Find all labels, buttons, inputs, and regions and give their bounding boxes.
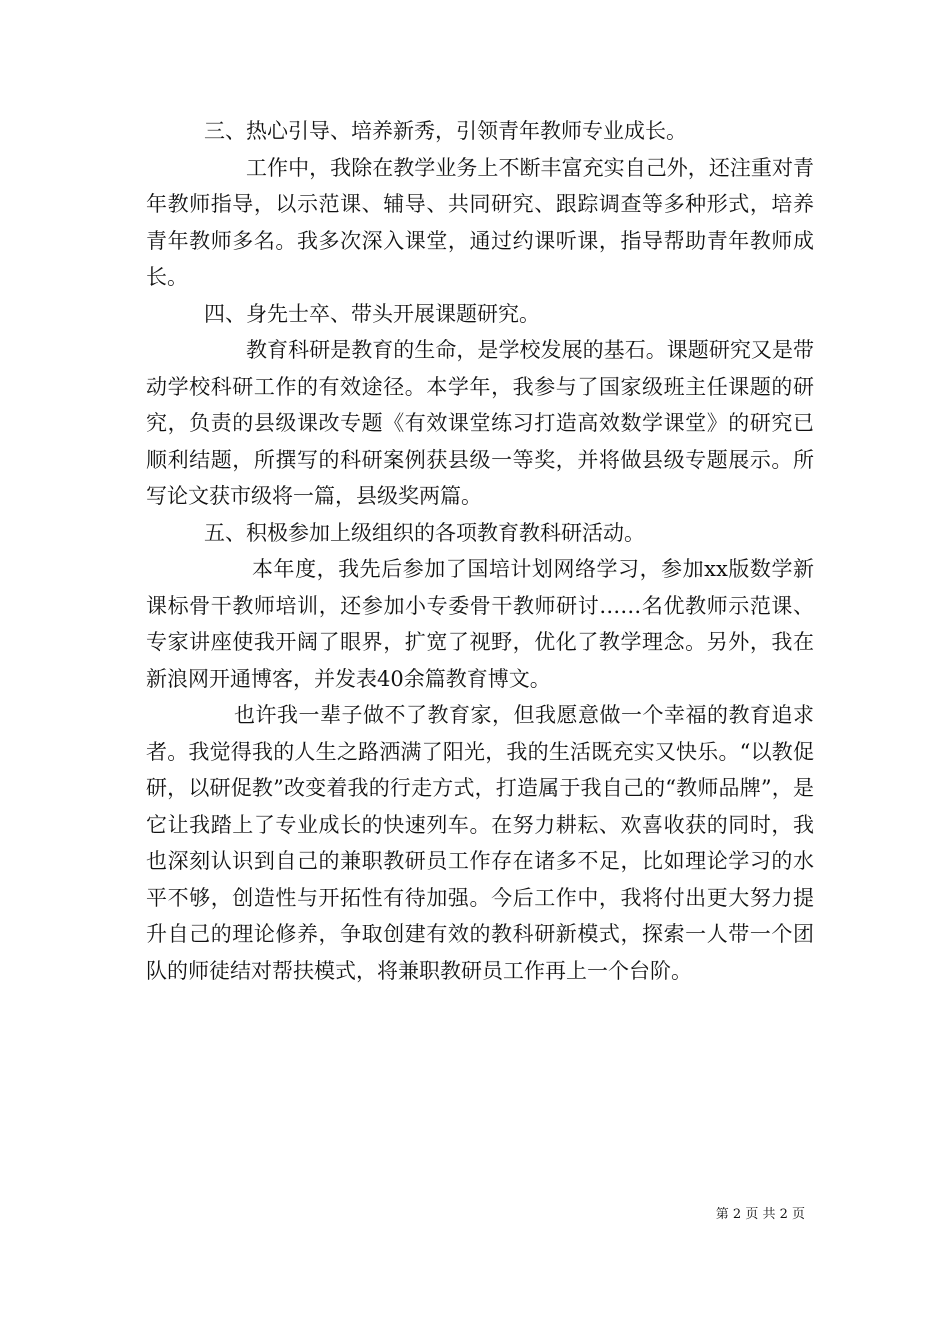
section-heading-3: 三、热心引导、培养新秀，引领青年教师专业成长。 (204, 119, 687, 143)
section-body-4: 教育科研是教育的生命，是学校发展的基石。课题研究又是带动学校科研工作的有效途径。本学年，我参与了国家级班主任课题的研究，负责的县级课改专题《有效课堂练习打造高效数学课堂》的研究已顺利结题，所撰写的科研案例获县级一等奖，并将做县级专题展示。所写论文获市级将一篇，县级奖两篇。 (146, 338, 814, 508)
section-heading-5: 五、积极参加上级组织的各项教育教科研活动。 (204, 520, 645, 545)
section-body-5: 本年度，我先后参加了国培计划网络学习，参加xx版数学新课标骨干教师培训，还参加小专委骨干教师研讨……名优教师示范课、专家讲座使我开阔了眼界，扩宽了视野，优化了教学理念。另外，我在新浪网开通博客，并发表40余篇教育博文。 (146, 557, 814, 691)
document-body (146, 113, 814, 989)
section-body-3: 工作中，我除在教学业务上不断丰富充实自己外，还注重对青年教师指导，以示范课、辅导、共同研究、跟踪调查等多种形式，培养青年教师多名。我多次深入课堂，通过约课听课，指导帮助青年教师成长。 (146, 155, 814, 289)
page-number-footer: 第 2 页 共 2 页 (715, 1207, 805, 1222)
section-heading-4: 四、身先士卒、带头开展课题研究。 (204, 301, 540, 326)
closing-paragraph: 也许我一辈子做不了教育家，但我愿意做一个幸福的教育追求者。我觉得我的人生之路洒满了阳光，我的生活既充实又快乐。“以教促研，以研促教”改变着我的行走方式，打造属于我自己的“教师品牌”，是它让我踏上了专业成长的快速列车。在努力耕耘、欢喜收获的同时，我也深刻认识到自己的兼职教研员工作存在诸多不足，比如理论学习的水平不够，创造性与开拓性有待加强。今后工作中，我将付出更大努力提升自己的理论修养，争取创建有效的教科研新模式，探索一人带一个团队的师徒结对帮扶模式，将兼职教研员工作再上一个台阶。 (146, 703, 814, 983)
